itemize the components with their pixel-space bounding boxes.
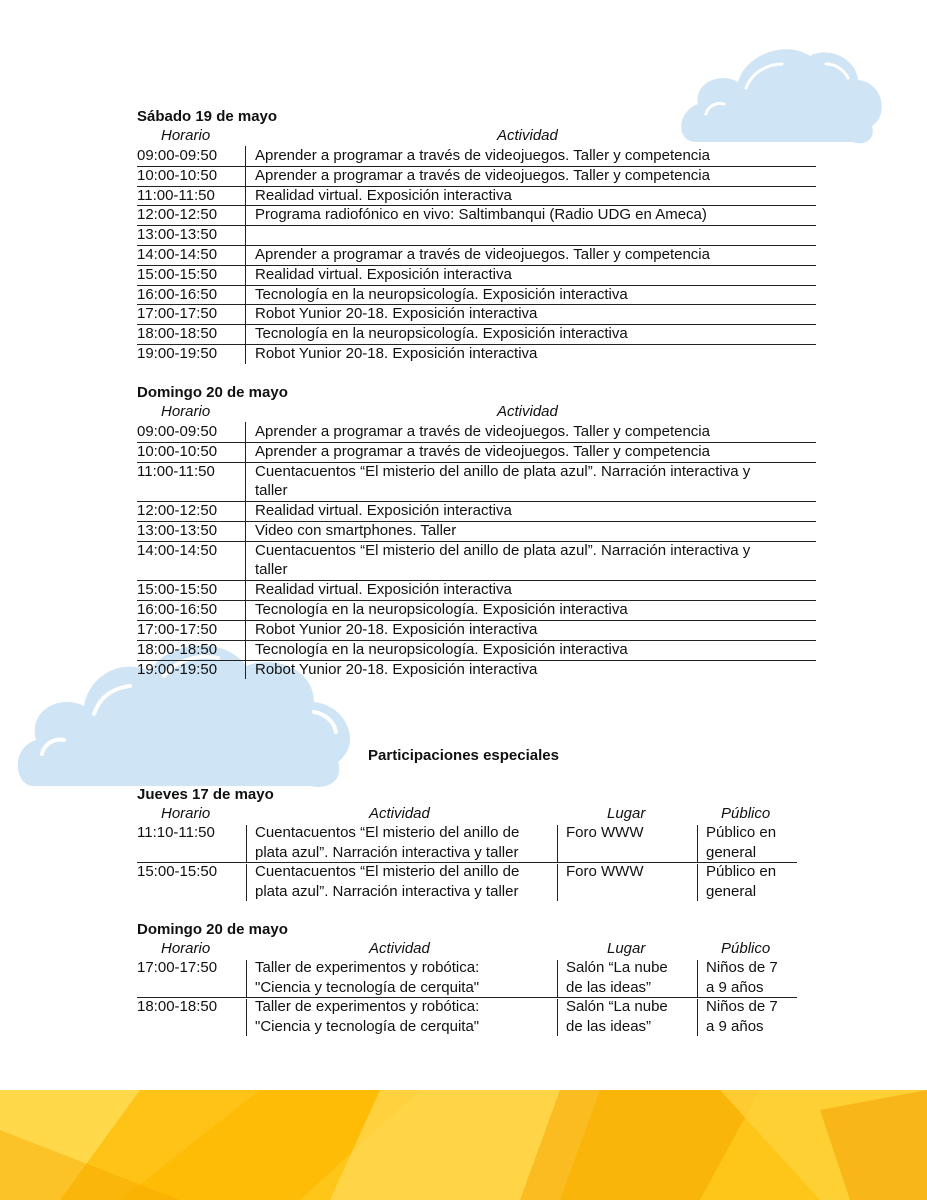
activity-cell [245,660,537,680]
audience-cell: Público en [706,863,777,881]
time-cell: 12:00-12:50 [137,206,218,224]
header-publico: Público [721,805,771,822]
table-row [137,146,817,166]
activity-text: Programa radiofónico en vivo: Saltimbanqui (Radio UDG en Ameca) [255,206,707,224]
header-horario: Horario [161,127,211,144]
header-actividad: Actividad [497,127,558,144]
time-cell: 11:00-11:50 [137,186,215,204]
activity-cell [245,225,255,245]
activity-text-continued: taller [255,561,288,579]
time-cell: 11:10-11:50 [137,824,215,841]
column-divider [246,999,247,1036]
time-cell: 16:00-16:50 [137,601,218,619]
audience-cell: general [706,882,757,900]
table-row [137,422,817,442]
place-cell: Salón “La nube [566,959,668,976]
table-row [137,265,817,285]
activity-text: Realidad virtual. Exposición interactiva [255,502,512,520]
day-title-sunday-special: Domingo 20 de mayo [137,921,288,938]
activity-cell [245,186,512,206]
column-divider [246,864,247,901]
audience-cell: general [706,843,757,861]
time-cell: 13:00-13:50 [137,226,218,244]
activity-cell [245,344,537,364]
column-divider [697,825,698,862]
audience-cell: Niños de 7 [706,998,778,1016]
time-cell: 09:00-09:50 [137,147,218,164]
table-row [137,462,817,502]
activity-cell [245,620,537,640]
cloud-icon [676,42,890,152]
header-publico: Público [721,940,771,957]
table-row [137,245,817,265]
activity-cell: Taller de experimentos y robótica: [255,959,480,976]
audience-cell: a 9 años [706,978,764,996]
column-divider [557,864,558,901]
column-divider [557,999,558,1036]
column-divider [246,825,247,862]
header-actividad: Actividad [369,805,430,822]
activity-cell [245,442,710,462]
activity-cell [245,580,512,600]
activity-text: Realidad virtual. Exposición interactiva [255,581,512,599]
header-lugar: Lugar [607,940,646,957]
activity-text: Cuentacuentos “El misterio del anillo de plata azul”. Narración interactiva y [255,541,751,559]
activity-cell [245,245,710,265]
time-cell: 09:00-09:50 [137,423,218,440]
day-title-sunday: Domingo 20 de mayo [137,384,288,401]
activity-cell: "Ciencia y tecnología de cerquita" [255,978,480,996]
column-divider [246,960,247,997]
time-cell: 18:00-18:50 [137,325,218,343]
activity-cell [245,521,456,541]
activity-text: Realidad virtual. Exposición interactiva [255,186,512,204]
table-row [137,580,817,600]
header-actividad: Actividad [369,940,430,957]
time-cell: 13:00-13:50 [137,522,218,539]
activity-text: Video con smartphones. Taller [255,522,457,539]
header-lugar: Lugar [607,805,646,822]
table-row [137,541,817,581]
time-cell: 11:00-11:50 [137,462,215,480]
time-cell: 15:00-15:50 [137,863,218,881]
activity-cell [245,462,750,502]
time-cell: 18:00-18:50 [137,998,218,1016]
table-row [137,304,817,324]
time-cell: 19:00-19:50 [137,345,218,362]
day-title-thursday: Jueves 17 de mayo [137,786,274,803]
activity-cell: plata azul”. Narración interactiva y taller [255,882,519,900]
activity-text: Tecnología en la neuropsicología. Exposición interactiva [255,601,628,619]
column-divider [557,825,558,862]
table-row [137,324,817,344]
column-divider [557,960,558,997]
header-horario: Horario [161,805,211,822]
place-cell: Salón “La nube [566,998,668,1016]
audience-cell: Público en [706,824,777,841]
column-divider [697,999,698,1036]
activity-cell [245,285,628,305]
place-cell: de las ideas” [566,1017,652,1035]
time-cell: 19:00-19:50 [137,660,218,678]
time-cell: 17:00-17:50 [137,621,218,638]
time-cell: 10:00-10:50 [137,442,218,460]
table-row [137,285,817,305]
day-title-saturday: Sábado 19 de mayo [137,108,278,125]
header-actividad: Actividad [497,403,558,420]
activity-text: Realidad virtual. Exposición interactiva [255,265,512,283]
time-cell: 17:00-17:50 [137,959,218,976]
activity-text: Tecnología en la neuropsicología. Exposición interactiva [255,285,628,303]
activity-cell [245,640,628,660]
audience-cell: Niños de 7 [706,959,778,976]
time-cell: 18:00-18:50 [137,640,218,658]
activity-text-continued: taller [255,482,288,500]
table-row [137,225,817,245]
activity-text: Cuentacuentos “El misterio del anillo de plata azul”. Narración interactiva y [255,462,751,480]
activity-cell [245,501,512,521]
place-cell: Foro WWW [566,863,644,881]
time-cell: 15:00-15:50 [137,265,218,283]
activity-cell: Taller de experimentos y robótica: [255,998,480,1016]
section-title-special: Participaciones especiales [368,747,559,764]
time-cell: 10:00-10:50 [137,166,218,184]
table-row [137,205,817,225]
time-cell: 17:00-17:50 [137,305,218,323]
activity-cell: Cuentacuentos “El misterio del anillo de [255,824,520,841]
activity-text: Robot Yunior 20-18. Exposición interactiva [255,621,538,638]
header-horario: Horario [161,940,211,957]
table-row [137,344,817,364]
activity-cell [245,265,512,285]
activity-cell [245,146,710,166]
table-row [137,660,817,680]
time-cell: 16:00-16:50 [137,285,218,303]
footer-decoration [0,1090,927,1200]
activity-text: Robot Yunior 20-18. Exposición interactiva [255,305,538,323]
activity-cell [245,422,710,442]
activity-cell [245,600,628,620]
activity-text: Tecnología en la neuropsicología. Exposición interactiva [255,640,628,658]
activity-cell [245,166,710,186]
header-horario: Horario [161,403,211,420]
activity-text: Aprender a programar a través de videojuegos. Taller y competencia [255,246,710,263]
place-cell: de las ideas” [566,978,652,996]
activity-text: Robot Yunior 20-18. Exposición interactiva [255,660,538,678]
activity-text: Aprender a programar a través de videojuegos. Taller y competencia [255,166,710,184]
table-row [137,442,817,462]
time-cell: 14:00-14:50 [137,246,218,263]
activity-text: Aprender a programar a través de videojuegos. Taller y competencia [255,147,710,164]
time-cell: 12:00-12:50 [137,502,218,520]
activity-text: Tecnología en la neuropsicología. Exposición interactiva [255,325,628,343]
audience-cell: a 9 años [706,1017,764,1035]
activity-cell [245,205,707,225]
column-divider [697,864,698,901]
activity-cell: "Ciencia y tecnología de cerquita" [255,1017,480,1035]
time-cell: 15:00-15:50 [137,581,218,599]
table-row [137,166,817,186]
time-cell: 14:00-14:50 [137,541,218,559]
column-divider [697,960,698,997]
activity-cell [245,324,628,344]
place-cell: Foro WWW [566,824,644,841]
table-row [137,620,817,640]
activity-text: Aprender a programar a través de videojuegos. Taller y competencia [255,442,710,460]
activity-text: Aprender a programar a través de videojuegos. Taller y competencia [255,423,710,440]
activity-text: Robot Yunior 20-18. Exposición interactiva [255,345,538,362]
activity-cell [245,541,750,581]
table-row [137,521,817,541]
activity-cell: Cuentacuentos “El misterio del anillo de [255,863,520,881]
table-row [137,501,817,521]
table-row [137,640,817,660]
activity-cell [245,304,537,324]
activity-cell: plata azul”. Narración interactiva y taller [255,843,519,861]
table-row [137,186,817,206]
table-row [137,600,817,620]
